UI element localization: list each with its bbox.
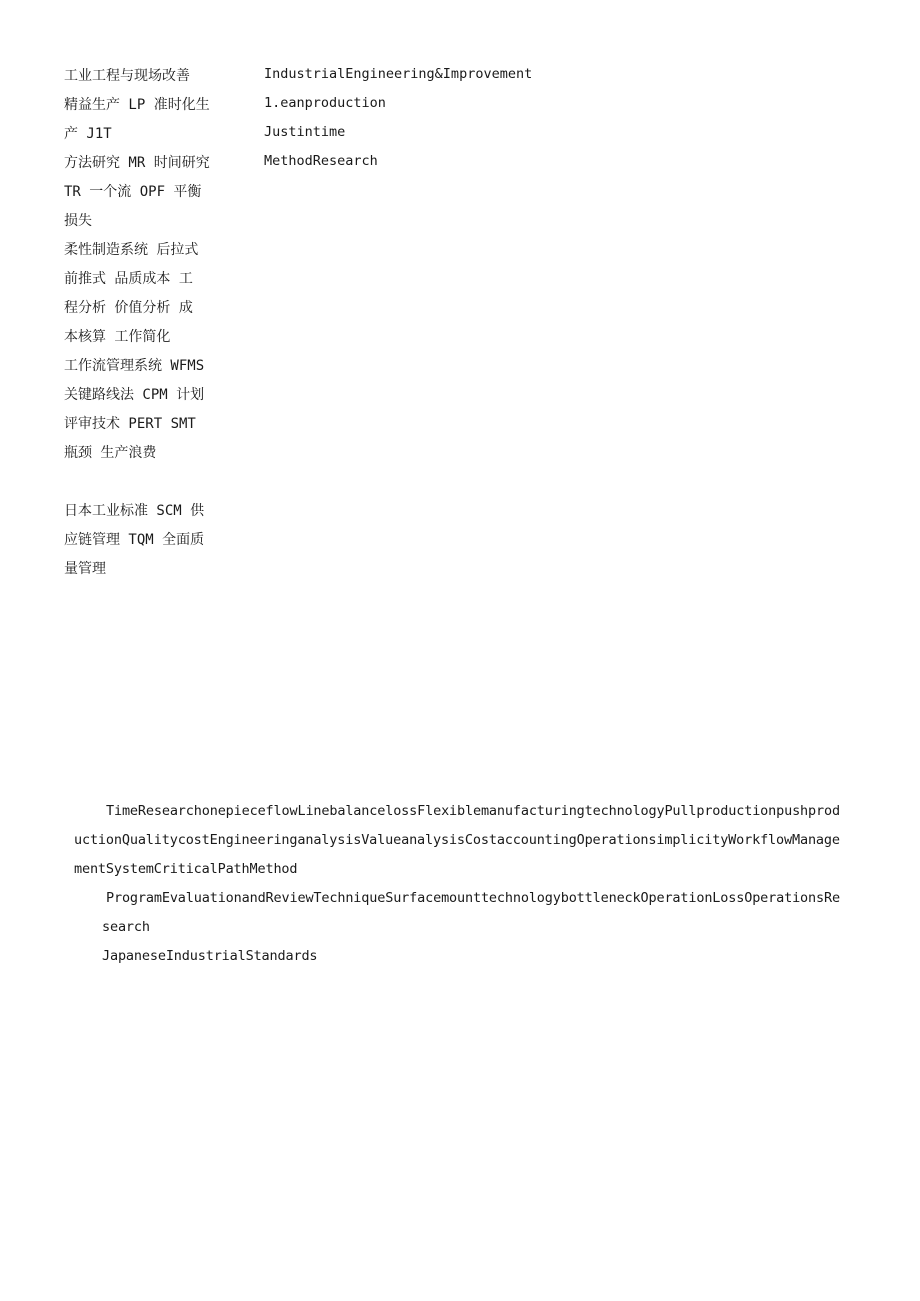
chinese-term-line: TR 一个流 OPF 平衡 <box>64 184 202 200</box>
chinese-term-line: 工作流管理系统 WFMS <box>64 358 205 374</box>
english-translation-block <box>74 797 844 971</box>
chinese-terms-column <box>64 62 224 584</box>
translation-paragraph: TimeResearchonepieceflowLinebalancelossFlexiblemanufacturingtechnologyPullproductionpushproductionQualitycostEngineeringanalysisValueanalysisCostaccountingOperationsimplicityWorkflowManagementSystemCriticalPathMethod <box>74 803 840 877</box>
chinese-term-line: 精益生产 LP 准时化生 <box>64 97 210 113</box>
chinese-term-line: 量管理 <box>64 561 106 577</box>
chinese-term-line: 损失 <box>64 213 92 229</box>
chinese-term-line: 柔性制造系统 后拉式 <box>64 242 199 258</box>
chinese-term-line: 方法研究 MR 时间研究 <box>64 155 210 171</box>
translation-paragraph: JapaneseIndustrialStandards <box>102 948 318 964</box>
chinese-term-line: 工业工程与现场改善 <box>64 68 190 84</box>
chinese-term-line: 日本工业标准 SCM 供 <box>64 503 205 519</box>
english-term-line: MethodResearch <box>264 153 378 169</box>
chinese-term-line: 评审技术 PERT SMT <box>64 416 196 432</box>
chinese-term-line: 瓶颈 生产浪费 <box>64 445 157 461</box>
english-terms-column <box>264 60 664 176</box>
paragraph-gap <box>64 468 224 497</box>
english-term-line: Justintime <box>264 124 346 140</box>
chinese-term-line: 程分析 价值分析 成 <box>64 300 193 316</box>
chinese-term-line: 关键路线法 CPM 计划 <box>64 387 205 403</box>
chinese-term-line: 本核算 工作简化 <box>64 329 171 345</box>
chinese-term-line: 前推式 品质成本 工 <box>64 271 193 287</box>
english-term-line: IndustrialEngineering&Improvement <box>264 66 533 82</box>
translation-paragraph: ProgramEvaluationandReviewTechniqueSurfacemounttechnologybottleneckOperationLossOperationsResearch <box>102 890 840 935</box>
chinese-term-line: 产 J1T <box>64 126 112 142</box>
english-term-line: 1.eanproduction <box>264 95 386 111</box>
chinese-term-line: 应链管理 TQM 全面质 <box>64 532 205 548</box>
